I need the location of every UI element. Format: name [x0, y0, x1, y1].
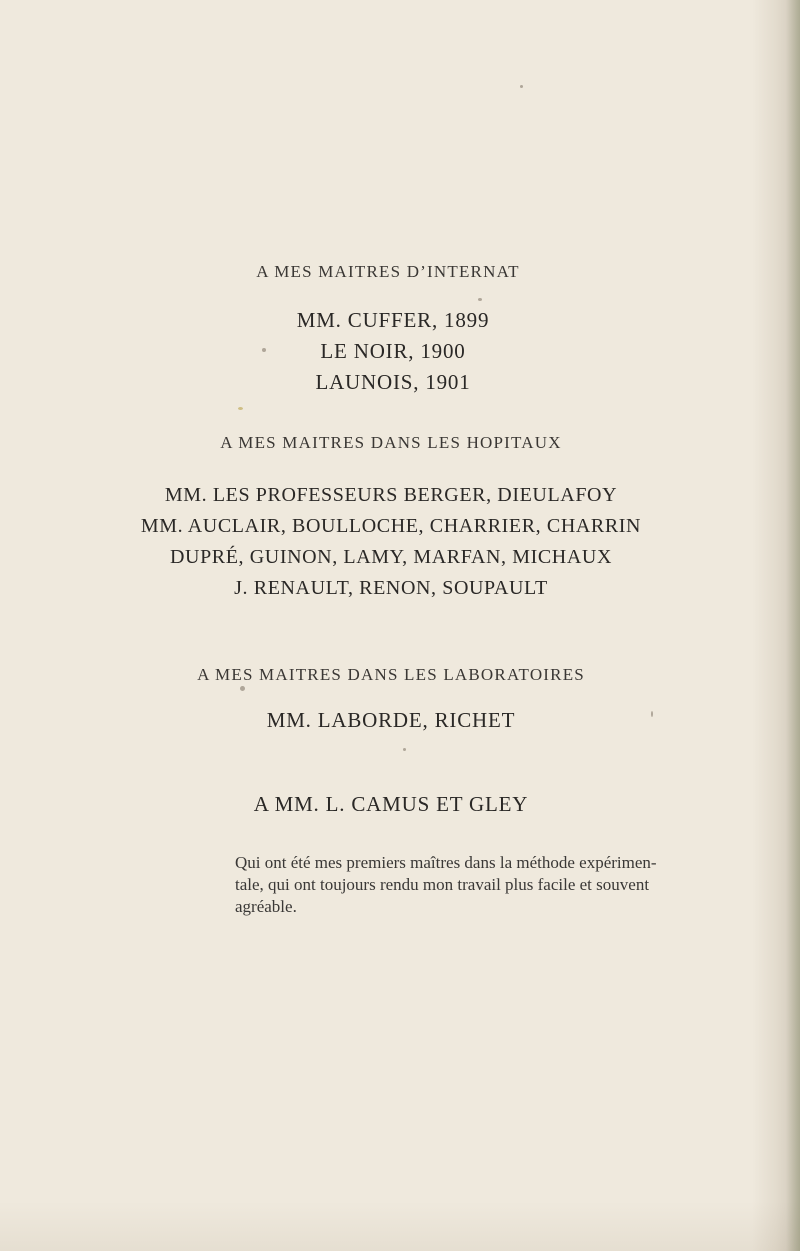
paper-speck — [238, 407, 243, 410]
hopitaux-line-2: MM. AUCLAIR, BOULLOCHE, CHARRIER, CHARRIN — [140, 515, 642, 537]
paper-speck — [403, 748, 406, 751]
internat-line-3: LAUNOIS, 1901 — [315, 370, 471, 394]
closing-paragraph — [235, 852, 755, 918]
page-edge-shadow — [786, 0, 800, 1251]
paper-speck — [520, 85, 523, 88]
internat-line-2: LE NOIR, 1900 — [320, 339, 466, 363]
paper-speck — [478, 298, 482, 301]
hopitaux-line-3: DUPRÉ, GUINON, LAMY, MARFAN, MICHAUX — [169, 546, 612, 568]
hopitaux-line-4: J. RENAULT, RENON, SOUPAULT — [234, 577, 548, 599]
paper-speck — [651, 711, 653, 717]
heading-camus-gley: A MM. L. CAMUS ET GLEY — [253, 792, 529, 816]
heading-internat: A MES MAITRES D’INTERNAT — [256, 262, 520, 281]
heading-hopitaux: A MES MAITRES DANS LES HOPITAUX — [220, 433, 562, 452]
internat-line-1: MM. CUFFER, 1899 — [296, 308, 490, 332]
heading-laboratoires: A MES MAITRES DANS LES LABORATOIRES — [197, 665, 585, 684]
laboratoires-line-1: MM. LABORDE, RICHET — [266, 708, 516, 732]
paragraph-line-1: Qui ont été mes premiers maîtres dans la méthode expérimen- — [235, 853, 657, 872]
paper-speck — [240, 686, 245, 691]
paper-speck — [262, 348, 266, 352]
hopitaux-line-1: MM. LES PROFESSEURS BERGER, DIEULAFOY — [164, 484, 618, 506]
paragraph-line-2: tale, qui ont toujours rendu mon travail plus facile et souvent — [235, 875, 650, 894]
paragraph-line-3: agréable. — [235, 897, 297, 916]
